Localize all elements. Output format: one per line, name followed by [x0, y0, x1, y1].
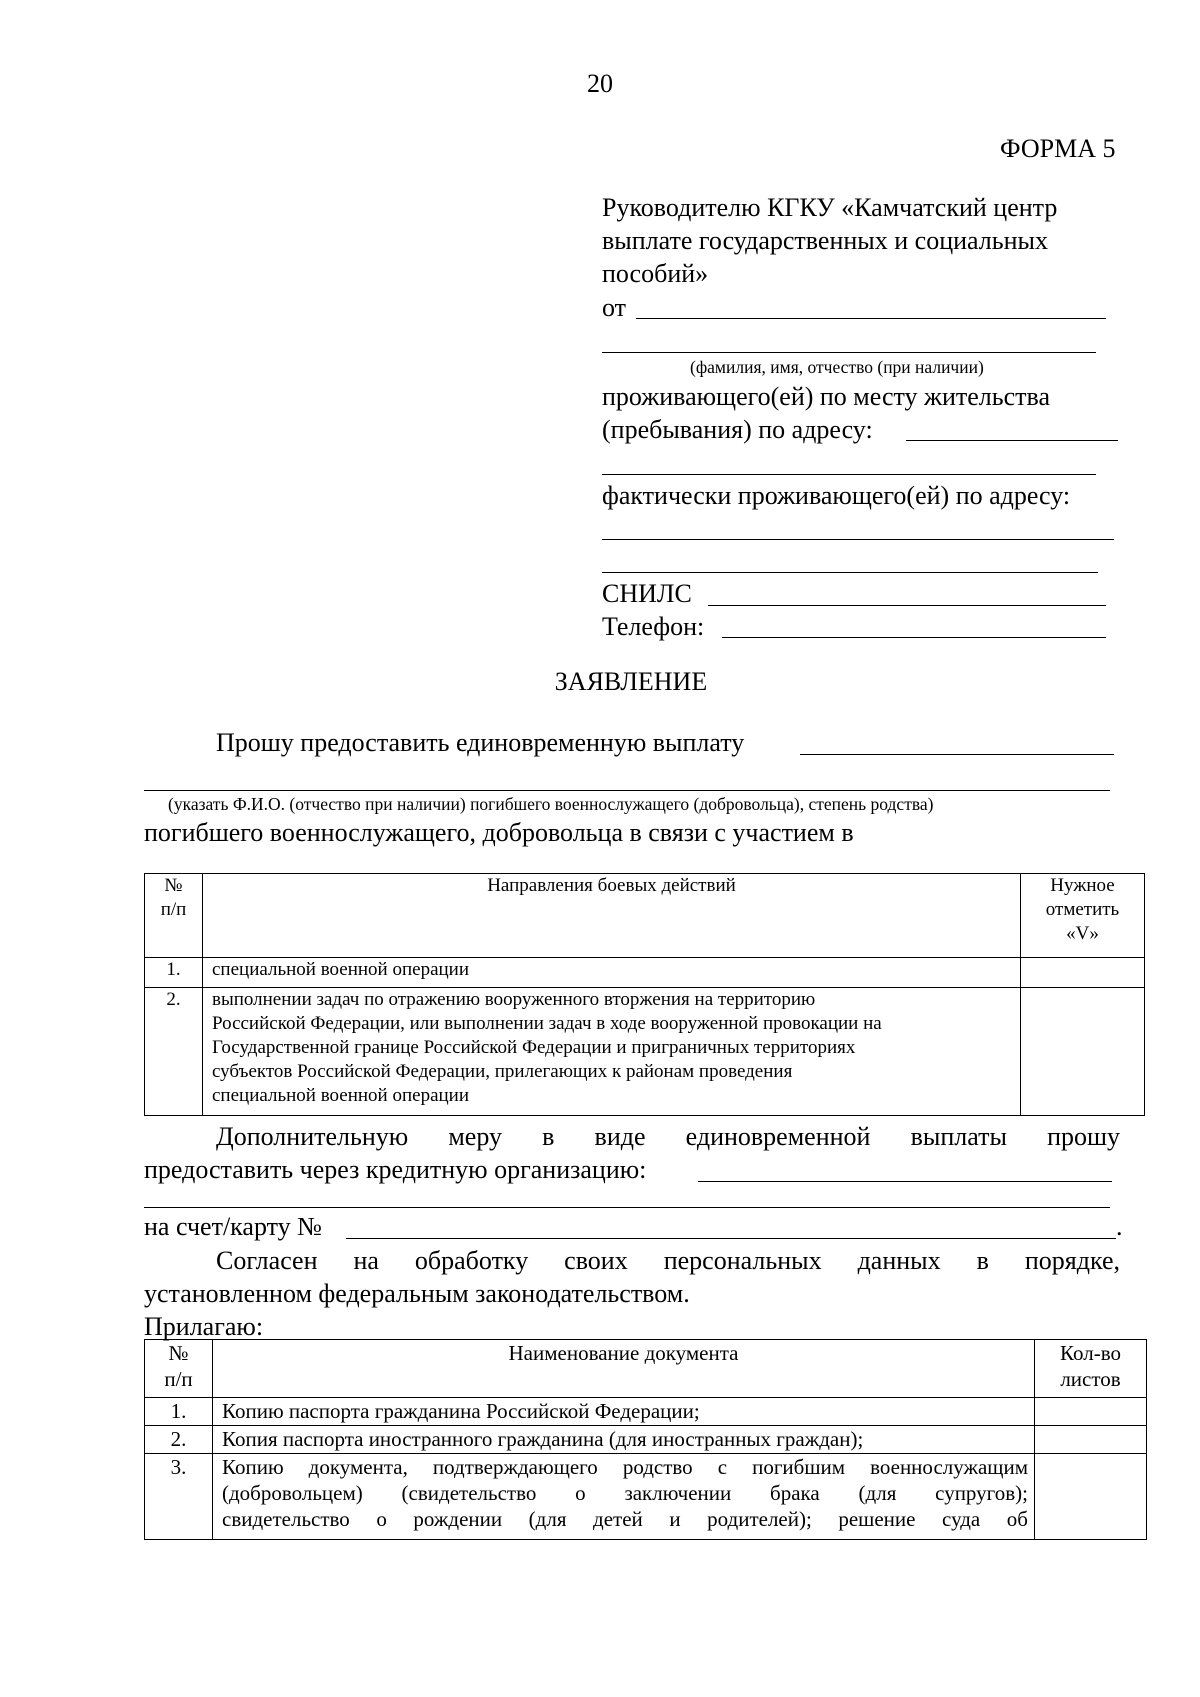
credit-organization-field-2[interactable] [144, 1207, 1110, 1208]
addressee-line-3: пособий» [602, 259, 709, 288]
account-number-field[interactable] [346, 1238, 1116, 1239]
residence-address-field[interactable] [906, 440, 1118, 441]
sheets-cell[interactable] [1035, 1454, 1147, 1540]
deceased-hint: (указать Ф.И.О. (отчество при наличии) погибшего военнослужащего (добровольца), степень родства) [168, 794, 934, 814]
column-header-num: № п/п [145, 1340, 213, 1398]
addressee-line-1: Руководителю КГКУ «Камчатский центр [602, 193, 1058, 222]
table-row [145, 1426, 1147, 1454]
page-number: 20 [587, 69, 613, 98]
row-document: Копию паспорта гражданина Российской Федерации; [213, 1398, 1035, 1426]
consent-line-1 [216, 1245, 1120, 1277]
form-label: ФОРМА 5 [1000, 134, 1116, 163]
table-header-row [145, 874, 1145, 958]
table-row [145, 1454, 1147, 1540]
residence-address-field-2[interactable] [602, 474, 1096, 475]
sheets-cell[interactable] [1035, 1426, 1147, 1454]
account-label: на счет/карту № [144, 1212, 322, 1241]
consent-line-2: установленном федеральным законодательством. [144, 1279, 690, 1308]
row-number: 1. [145, 1398, 213, 1426]
deceased-field[interactable] [800, 754, 1114, 755]
residence-line-1: проживающего(ей) по месту жительства [602, 382, 1050, 411]
row-document: Копия паспорта иностранного гражданина (для иностранных граждан); [213, 1426, 1035, 1454]
column-header-mark: Нужное отметить «V» [1021, 874, 1145, 958]
account-end-period: . [1116, 1212, 1123, 1241]
from-label: от [602, 293, 627, 322]
snils-field[interactable] [708, 605, 1106, 606]
addressee-line-2: выплате государственных и социальных [602, 226, 1049, 255]
column-header-sheets: Кол-во листов [1035, 1340, 1147, 1398]
payment-line-1 [216, 1121, 1120, 1153]
residence-line-2: (пребывания) по адресу: [602, 415, 873, 444]
row-document [213, 1454, 1035, 1540]
combat-directions-table [144, 873, 1145, 1116]
name-hint: (фамилия, имя, отчество (при наличии) [690, 357, 984, 377]
document-title: ЗАЯВЛЕНИЕ [554, 667, 708, 696]
mark-cell[interactable] [1021, 958, 1145, 988]
request-line-2: погибшего военнослужащего, добровольца в связи с участием в [144, 818, 854, 847]
payment-line-2: предоставить через кредитную организацию: [144, 1155, 647, 1184]
table-row [145, 958, 1145, 988]
deceased-field-2[interactable] [144, 790, 1110, 791]
table-header-row [145, 1340, 1147, 1398]
row-number: 3. [145, 1454, 213, 1540]
attach-label: Прилагаю: [144, 1312, 264, 1341]
credit-organization-field[interactable] [698, 1181, 1112, 1182]
row-number: 2. [145, 988, 203, 1116]
phone-label: Телефон: [602, 612, 705, 641]
payment-line-1-text: Дополнительную меру в виде единовременной выплаты прошу [216, 1122, 1120, 1151]
row-number: 2. [145, 1426, 213, 1454]
column-header-doc: Наименование документа [213, 1340, 1035, 1398]
column-header-direction: Направления боевых действий [203, 874, 1021, 958]
from-name-field-2[interactable] [602, 352, 1096, 353]
actual-address-field-2[interactable] [602, 572, 1098, 573]
from-name-field[interactable] [636, 318, 1106, 319]
row-document-line-3: свидетельство о рождении (для детей и родителей); решение суда об [222, 1507, 1028, 1531]
row-direction: специальной военной операции [203, 958, 1021, 988]
row-document-line-1: Копию документа, подтверждающего родство с погибшим военнослужащим [222, 1455, 1028, 1479]
table-row [145, 1398, 1147, 1426]
request-line-1: Прошу предоставить единовременную выплату [216, 728, 745, 757]
sheets-cell[interactable] [1035, 1398, 1147, 1426]
actual-address-label: фактически проживающего(ей) по адресу: [602, 481, 1071, 510]
attachments-table [144, 1339, 1147, 1540]
row-document-line-2: (добровольцем) (свидетельство о заключении брака (для супругов); [222, 1481, 1028, 1505]
mark-cell[interactable] [1021, 988, 1145, 1116]
phone-field[interactable] [722, 637, 1106, 638]
column-header-num: № п/п [145, 874, 203, 958]
table-row [145, 988, 1145, 1116]
consent-line-1-text: Согласен на обработку своих персональных данных в порядке, [216, 1246, 1120, 1275]
row-number: 1. [145, 958, 203, 988]
actual-address-field[interactable] [602, 539, 1114, 540]
row-direction: выполнении задач по отражению вооруженного вторжения на территорию Российской Федерации, или выполнении задач в ходе вооруженной провокации на Государственной границе Российской Федерации и приграничных территориях субъектов Российской Федерации, прилегающих к районам проведения специальной военной операции [203, 988, 1021, 1116]
snils-label: СНИЛС [602, 579, 692, 608]
